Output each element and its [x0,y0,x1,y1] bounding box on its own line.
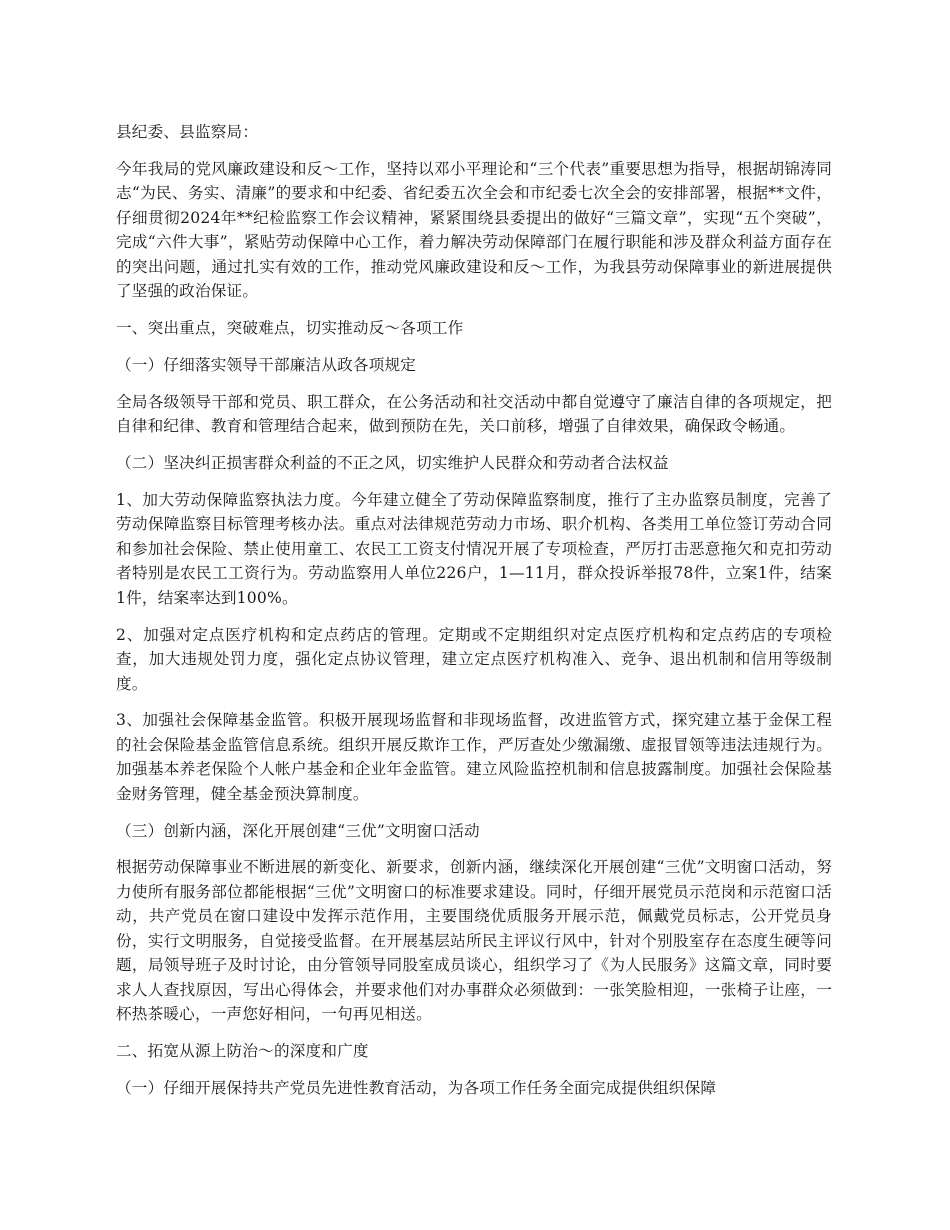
body-paragraph: 根据劳动保障事业不断进展的新变化、新要求，创新内涵，继续深化开展创建“三优”文明窗口活动，努力使所有服务部位都能根据“三优”文明窗口的标准要求建设。同时，仔细开展党员示范岗和示范窗口活动，共产党员在窗口建设中发挥示范作用，主要围绕优质服务开展示范，佩戴党员标志，公开党员身份，实行文明服务，自觉接受监督。在开展基层站所民主评议行风中，针对个别股室存在态度生硬等问题，局领导班子及时讨论，由分管领导同股室成员谈心，组织学习了《为人民服务》这篇文章，同时要求人人查找原因，写出心得体会，并要求他们对办事群众必须做到：一张笑脸相迎，一张椅子让座，一杯热茶暖心，一声您好相问，一句再见相送。 [116,858,832,1024]
salutation: 县纪委、县监察局： [116,123,259,141]
subsection-heading-2-1: （一）仔细开展保持共产党员先进性教育活动，为各项工作任务全面完成提供组织保障 [116,1079,717,1098]
subsection-heading-1-1: （一）仔细落实领导干部廉洁从政各项规定 [116,355,417,374]
section-heading-1: 一、突出重点，突破难点，切实推动反～各项工作 [116,319,464,338]
body-paragraph-item-1: 1、加大劳动保障监察执法力度。今年建立健全了劳动保障监察制度，推行了主办监察员制度，完善了劳动保障监察目标管理考核办法。重点对法律规范劳动力市场、职介机构、各类用工单位签订劳动合同和参加社会保险、禁止使用童工、农民工工资支付情况开展了专项检查，严厉打击恶意拖欠和克扣劳动者特别是农民工工资行为。劳动监察用人单位226户，1—11月，群众投诉举报78件，立案1件，结案1件，结案率达到100%。 [116,490,832,607]
subsection-heading-1-3: （三）创新内涵，深化开展创建“三优”文明窗口活动 [116,821,480,840]
intro-paragraph: 今年我局的党风廉政建设和反～工作，坚持以邓小平理论和“三个代表”重要思想为指导，根据胡锦涛同志“为民、务实、清廉”的要求和中纪委、省纪委五次全会和市纪委七次全会的安排部署，根据**文件，仔细贯彻2024年**纪检监察工作会议精神，紧紧围绕县委提出的做好“三篇文章”，实现“五个突破”，完成“六件大事”，紧贴劳动保障中心工作，着力解决劳动保障部门在履行职能和涉及群众利益方面存在的突出问题，通过扎实有效的工作，推动党风廉政建设和反～工作，为我县劳动保障事业的新进展提供了坚强的政治保证。 [116,159,832,301]
body-paragraph-item-2: 2、加强对定点医疗机构和定点药店的管理。定期或不定期组织对定点医疗机构和定点药店的专项检查，加大违规处罚力度，强化定点协议管理，建立定点医疗机构准入、竞争、退出机制和信用等级制度。 [116,625,832,693]
document-page [116,120,832,1113]
body-paragraph: 全局各级领导干部和党员、职工群众，在公务活动和社交活动中都自觉遵守了廉洁自律的各项规定，把自律和纪律、教育和管理结合起来，做到预防在先，关口前移，增强了自律效果，确保政令畅通。 [116,392,832,436]
body-paragraph-item-3: 3、加强社会保障基金监管。积极开展现场监督和非现场监督，改进监管方式，探究建立基于金保工程的社会保险基金监管信息系统。组织开展反欺诈工作，严厉查处少缴漏缴、虚报冒领等违法违规行为。加强基本养老保险个人帐户基金和企业年金监管。建立风险监控机制和信息披露制度。加强社会保险基金财务管理，健全基金预決算制度。 [116,711,832,803]
section-heading-2: 二、拓宽从源上防治～的深度和广度 [116,1042,369,1061]
subsection-heading-1-2: （二）坚决纠正损害群众利益的不正之风，切实维护人民群众和劳动者合法权益 [116,453,669,472]
